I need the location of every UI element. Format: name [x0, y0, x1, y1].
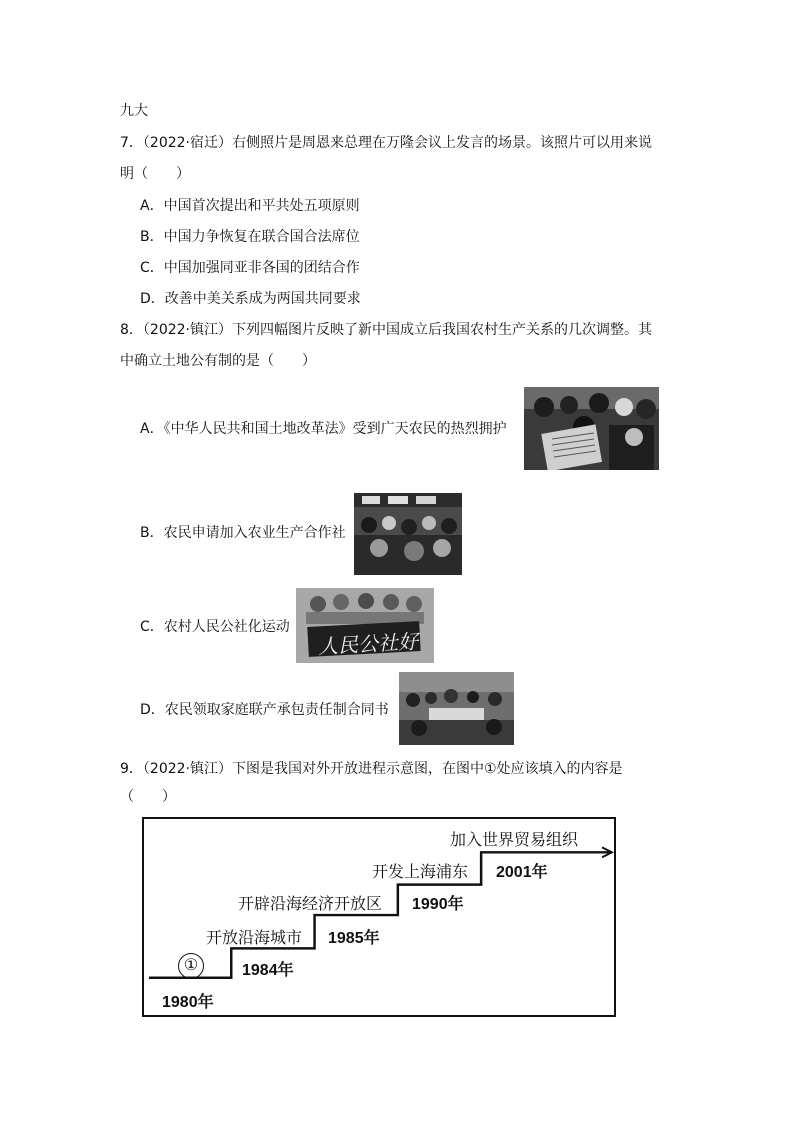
question-7-option-d: D．改善中美关系成为两国共同要求 — [140, 291, 361, 307]
commune-poster — [296, 588, 434, 663]
label-coastal-economic-zones: 开辟沿海经济开放区 — [238, 896, 383, 913]
contract-photo — [399, 672, 514, 745]
question-8-option-b: B．农民申请加入农业生产合作社 — [140, 525, 346, 541]
question-9-stem-line1: 9．（2022·镇江）下图是我国对外开放进程示意图，在图中①处应该填入的内容是 — [120, 761, 623, 777]
label-join-wto: 加入世界贸易组织 — [450, 832, 579, 849]
question-7-stem-line1: 7．（2022·宿迁）右侧照片是周恩来总理在万隆会议上发言的场景。该照片可以用来说 — [120, 135, 652, 151]
question-8-option-c: C．农村人民公社化运动 — [140, 619, 290, 635]
label-develop-pudong: 开发上海浦东 — [372, 864, 469, 881]
question-9-stem-line2: （ ） — [120, 789, 176, 805]
opening-up-staircase-diagram — [142, 817, 616, 1017]
commune-poster-text: 人民公社好 — [317, 629, 419, 659]
year-1990: 1990年 — [412, 896, 464, 913]
question-7-option-c: C．中国加强同亚非各国的团结合作 — [140, 260, 360, 276]
year-1980: 1980年 — [162, 994, 214, 1011]
top-text: 九大 — [120, 103, 148, 119]
land-reform-photo — [524, 387, 659, 470]
question-8-option-d: D．农民领取家庭联产承包责任制合同书 — [140, 702, 389, 718]
year-1985: 1985年 — [328, 930, 380, 947]
cooperative-photo — [354, 493, 462, 575]
label-open-coastal-cities: 开放沿海城市 — [206, 930, 303, 947]
question-8-option-a: A．《中华人民共和国土地改革法》受到广天农民的热烈拥护 — [140, 421, 507, 437]
question-7-option-b: B．中国力争恢复在联合国合法席位 — [140, 229, 360, 245]
question-7-option-a: A．中国首次提出和平共处五项原则 — [140, 198, 360, 214]
blank-marker-1: ① — [178, 953, 204, 979]
question-8-stem-line2: 中确立土地公有制的是（ ） — [120, 353, 316, 369]
year-1984: 1984年 — [242, 962, 294, 979]
question-8-stem-line1: 8．（2022·镇江）下列四幅图片反映了新中国成立后我国农村生产关系的几次调整。其 — [120, 322, 652, 338]
question-7-stem-line2: 明（ ） — [120, 166, 190, 182]
year-2001: 2001年 — [496, 864, 548, 881]
